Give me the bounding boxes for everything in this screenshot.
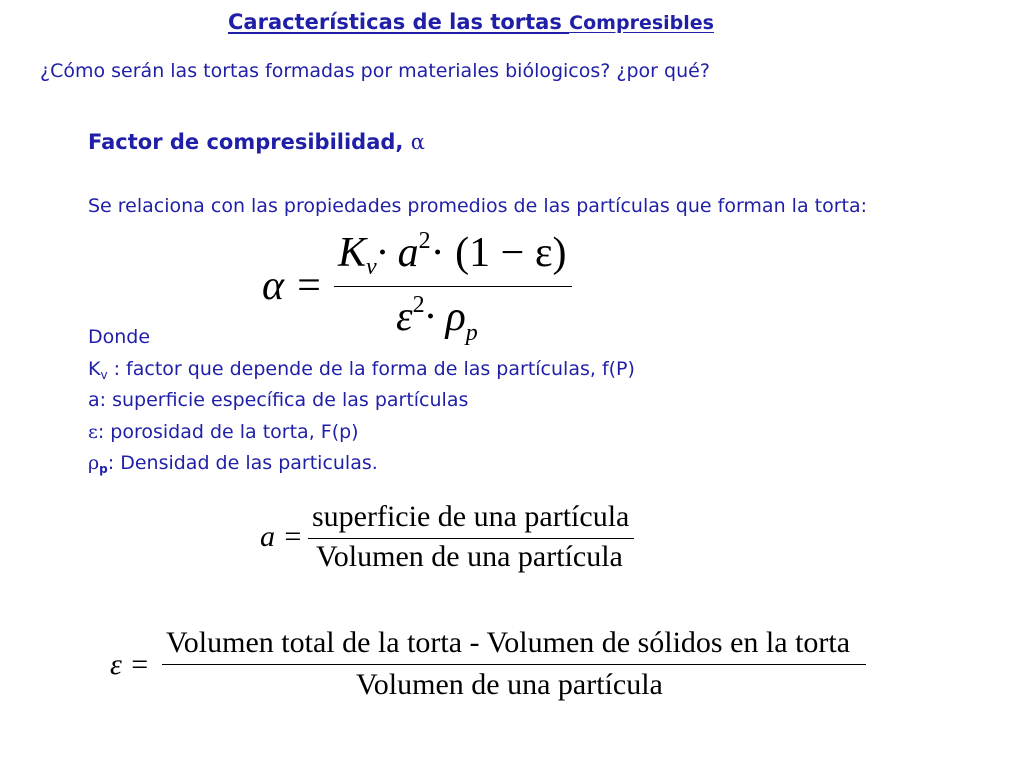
- title-sub: Compresibles: [569, 12, 714, 34]
- alpha-num-k: K: [338, 230, 367, 276]
- intro-paragraph: Se relaciona con las propiedades promedios de las partículas que forman la torta:: [88, 195, 867, 217]
- eps-eq-lhs: ε =: [110, 648, 150, 681]
- factor-heading: [88, 130, 425, 154]
- def-eps: ε: porosidad de la torta, F(p): [88, 420, 359, 443]
- slide-title: [228, 10, 714, 34]
- def-a: a: superficie específica de las partículas: [88, 389, 469, 411]
- alpha-num-k-sub: v: [366, 254, 377, 280]
- alpha-den-exp: 2: [412, 292, 425, 318]
- alpha-symbol: α: [410, 130, 425, 154]
- a-eq-denominator: Volumen de una partícula: [316, 540, 623, 573]
- alpha-eq-lhs: α =: [262, 263, 323, 309]
- eps-fraction-line: [162, 664, 866, 665]
- eps-eq-denominator: Volumen de una partícula: [356, 668, 663, 701]
- def-rho: $\rho_p$: Densidad de las particulas.: [88, 452, 378, 476]
- alpha-fraction-line: [334, 286, 572, 287]
- alpha-num-a: · a: [376, 230, 419, 276]
- alpha-num-rest: · (1 − ε): [430, 230, 567, 276]
- definitions-list: [88, 322, 635, 480]
- alpha-den-rho: · ρ: [424, 294, 466, 340]
- alpha-eq-numerator: [338, 228, 566, 281]
- def-donde: Donde: [88, 326, 151, 348]
- alpha-den-sub: p: [465, 320, 478, 346]
- title-main: Características de las tortas: [228, 10, 570, 34]
- question-text: ¿Cómo serán las tortas formadas por materiales biólogicos? ¿por qué?: [40, 60, 710, 82]
- def-kv: $K_v$ : factor que depende de la forma de las partículas, f(P): [88, 357, 635, 382]
- eps-eq-numerator: Volumen total de la torta - Volumen de sólidos en la torta: [166, 626, 851, 659]
- a-eq-lhs: a =: [260, 520, 303, 553]
- a-eq-numerator: superficie de una partícula: [312, 500, 630, 533]
- a-fraction-line: [308, 538, 634, 539]
- alpha-num-exp: 2: [418, 228, 431, 254]
- alpha-den-eps: ε: [396, 294, 413, 340]
- factor-heading-text: Factor de compresibilidad,: [88, 130, 411, 154]
